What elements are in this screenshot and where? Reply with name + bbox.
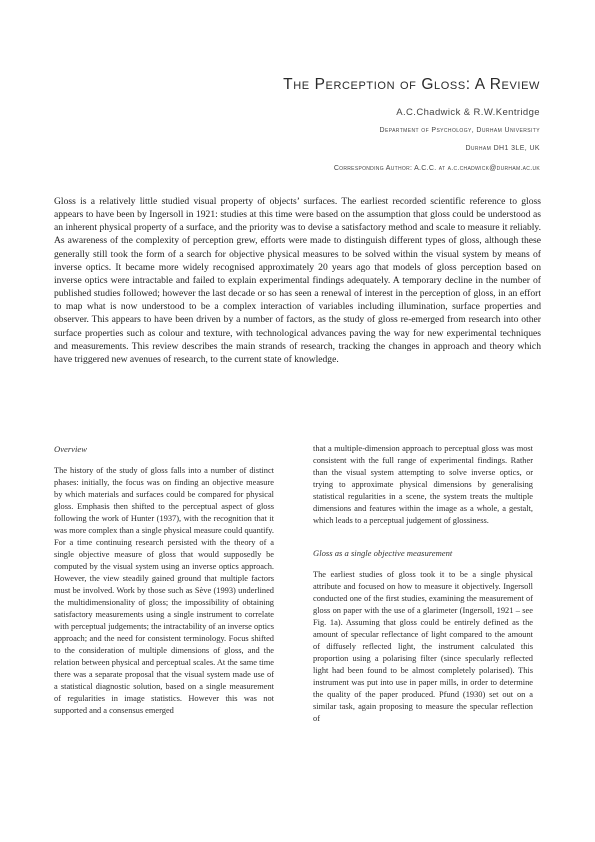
authors: A.C.Chadwick & R.W.Kentridge [396, 107, 540, 118]
single-measure-paragraph: The earliest studies of gloss took it to be a single physical attribute and focused on how to measure it objectively. Ingersoll conducted one of the first studies, examining the measurement of gloss on paper with the use of a glarimeter (Ingersoll, 1921 – see Fig. 1a). Assuming that gloss could be entirely defined as the amount of specular reflectance of light compared to the amount of diffusely reflected light, the instrument calculated this proportion using a polarising filter (since specularly reflected light had been found to be almost completely polarised). This instrument was put into use in paper mills, in order to determine the quality of the paper produced. Pfund (1930) set out on a similar task, again proposing to measure the specular reflection of [313, 570, 533, 723]
paper-title: The Perception of Gloss: A Review [283, 76, 540, 93]
overview-continuation: that a multiple-dimension approach to perceptual gloss was most consistent with the full range of experimental findings. Rather than the visual system attempting to solve inverse optics, or trying to approximate physical dimensions by generalising statistical regularities in a scene, the system treats the multiple dimensions and features within the image as a whole, a gestalt, which leads to a perceptual judgement of glossiness. [313, 444, 533, 525]
overview-paragraph: The history of the study of gloss falls into a number of distinct phases: initially, the focus was on finding an objective measure by which materials and surfaces could be compared for physical gloss. Emphasis then shifted to the perceptual aspect of gloss following the work of Hunter (1937), with the recognition that it was more complex than a single physical measure could quantify. For a time continuing research persisted with the theory of a single objective measure of gloss that would supposedly be computed by the visual system using an inverse optics approach. However, the view steadily gained ground that multiple factors must be involved. Work by those such as Sève (1993) underlined the multidimensionality of gloss; the impossibility of obtaining satisfactory measurements using a single instrument to correlate with perceptual judgements; the intractability of an inverse optics approach; and the need for consistent terminology. Focus shifted to the consideration of multiple dimensions of gloss, and the relation between physical and perceptual scales. At the same time there was a separate proposal that the visual system made use of a statistical diagnostic solution, based on a single measurement of regularities in image statistics. However this was not supported and a consensus emerged [54, 466, 274, 715]
address: Durham DH1 3LE, UK [465, 145, 540, 152]
corresponding-author: Corresponding Author: A.C.C. at a.c.chadwick@durham.ac.uk [333, 165, 540, 172]
left-column [54, 443, 274, 717]
section-heading-single-measure: Gloss as a single objective measurement [313, 548, 453, 558]
abstract: Gloss is a relatively little studied visual property of objects’ surfaces. The earliest recorded scientific reference to gloss appears to have been by Ingersoll in 1921: studies at this time were based on the assumption that gloss could be understood as an inherent physical property of a surface, and the priority was to devise a satisfactory method and scale to measure it reliably. As awareness of the complexity of perception grew, efforts were made to distinguish different types of gloss, although these generally still took the form of a search for objective physical measures to be solved within the visual system by means of inverse optics. It became more widely recognised approximately 20 years ago that models of gloss perception based on inverse optics were intractable and failed to explain experimental findings adequately. A temporary decline in the number of published studies followed; however the last decade or so has seen a renewal of interest in the perception of gloss, in an effort to map what is now understood to be a complex interaction of variables including illumination, surface properties and observer. This appears to have been driven by a number of factors, as the study of gloss re-emerged from research into other surface properties such as colour and texture, with technological advances paving the way for new experimental techniques and measurements. This review describes the main strands of research, tracking the changes in approach and theory which have triggered new avenues of research, to the current state of knowledge. [54, 196, 541, 365]
section-heading-overview: Overview [54, 444, 87, 454]
department: Department of Psychology, Durham University [379, 127, 540, 134]
right-column [313, 443, 533, 725]
